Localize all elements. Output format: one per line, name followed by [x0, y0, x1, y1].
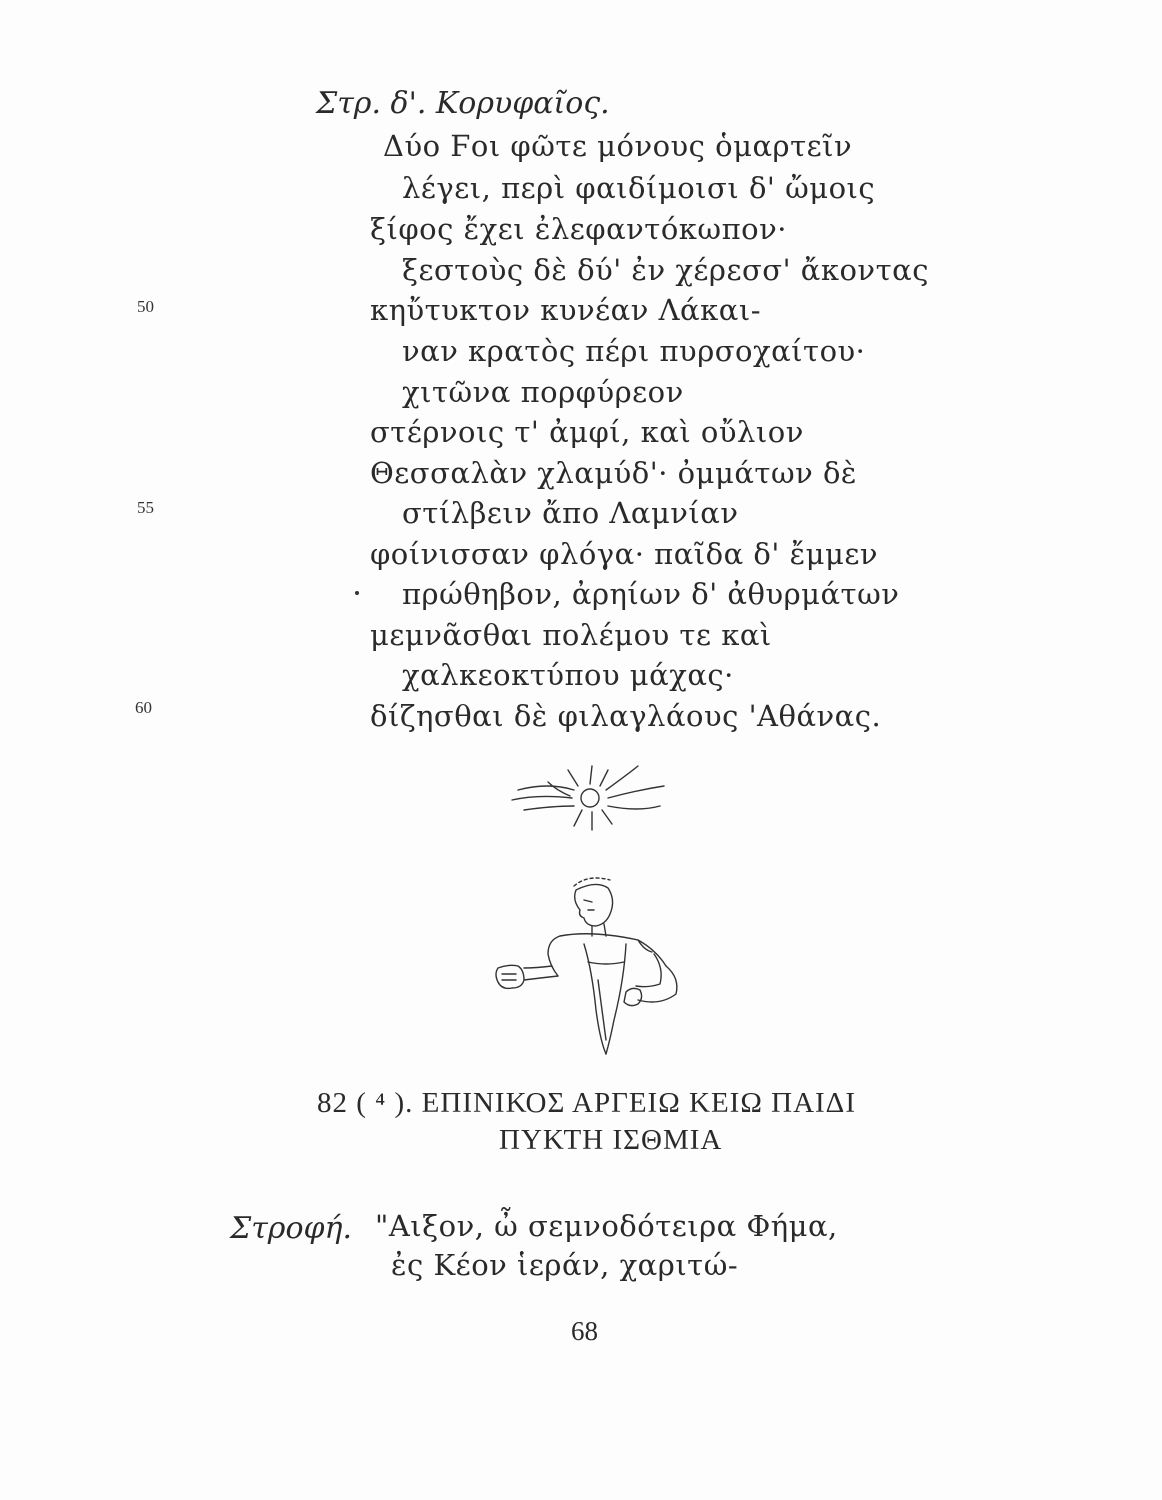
verse-line: Θεσσαλὰν χλαμύδ'· ὀμμάτων δὲ	[370, 456, 857, 490]
verse-line: λέγει, περὶ φαιδίμοισι δ' ὤμοις	[402, 171, 876, 205]
verse-line: κηὔτυκτον κυνέαν Λάκαι-	[370, 293, 762, 327]
verse-line: ναν κρατὸς πέρι πυρσοχαίτου·	[402, 334, 866, 368]
verse-line: φοίνισσαν φλόγα· παῖδα δ' ἔμμεν	[370, 537, 878, 571]
verse-line: μεμνᾶσθαι πολέμου τε καὶ	[370, 618, 772, 652]
verse-line: Δύο Ϝοι φῶτε μόνους ὁμαρτεῖν	[383, 129, 853, 163]
print-mark	[355, 591, 359, 595]
page-number: 68	[571, 1316, 598, 1346]
strophe-label: Στροφή.	[230, 1211, 353, 1246]
line-number: 60	[135, 698, 152, 717]
line-number: 55	[137, 498, 154, 517]
boxer-figure-icon	[488, 870, 698, 1060]
strophe-line: "Αιξον, ὦ σεμνοδότειρα Φήμα,	[375, 1209, 838, 1243]
sun-ornament-icon	[508, 760, 668, 840]
verse-line: στέρνοις τ' ἀμφί, καὶ οὔλιον	[370, 415, 804, 449]
verse-line: δίζησθαι δὲ φιλαγλάους 'Αθάνας.	[370, 699, 882, 733]
verse-line: στίλβειν ἄπο Λαμνίαν	[402, 496, 739, 530]
line-number: 50	[137, 297, 154, 316]
verse-line: ξεστοὺς δὲ δύ' ἐν χέρεσσ' ἄκοντας	[402, 253, 929, 287]
poem-title-line2: ΠΥΚΤΗ ΙΣΘΜΙΑ	[499, 1124, 723, 1156]
strophe-line: ἐς Κέον ἱεράν, χαριτώ-	[391, 1248, 739, 1282]
poem-title-line1: 82 ( ⁴ ). ΕΠΙΝΙΚΟΣ ΑΡΓΕΙΩ ΚΕΙΩ ΠΑΙΔΙ	[317, 1087, 856, 1119]
verse-line: χιτῶνα πορφύρεον	[402, 375, 684, 409]
verse-line: ξίφος ἔχει ἐλεφαντόκωπον·	[370, 212, 787, 246]
verse-line: χαλκεοκτύπου μάχας·	[402, 658, 734, 692]
stanza-label: Στρ. δ'. Κορυφαῖος.	[316, 86, 610, 121]
verse-line: πρώθηβον, ἀρηίων δ' ἀθυρμάτων	[402, 577, 900, 611]
